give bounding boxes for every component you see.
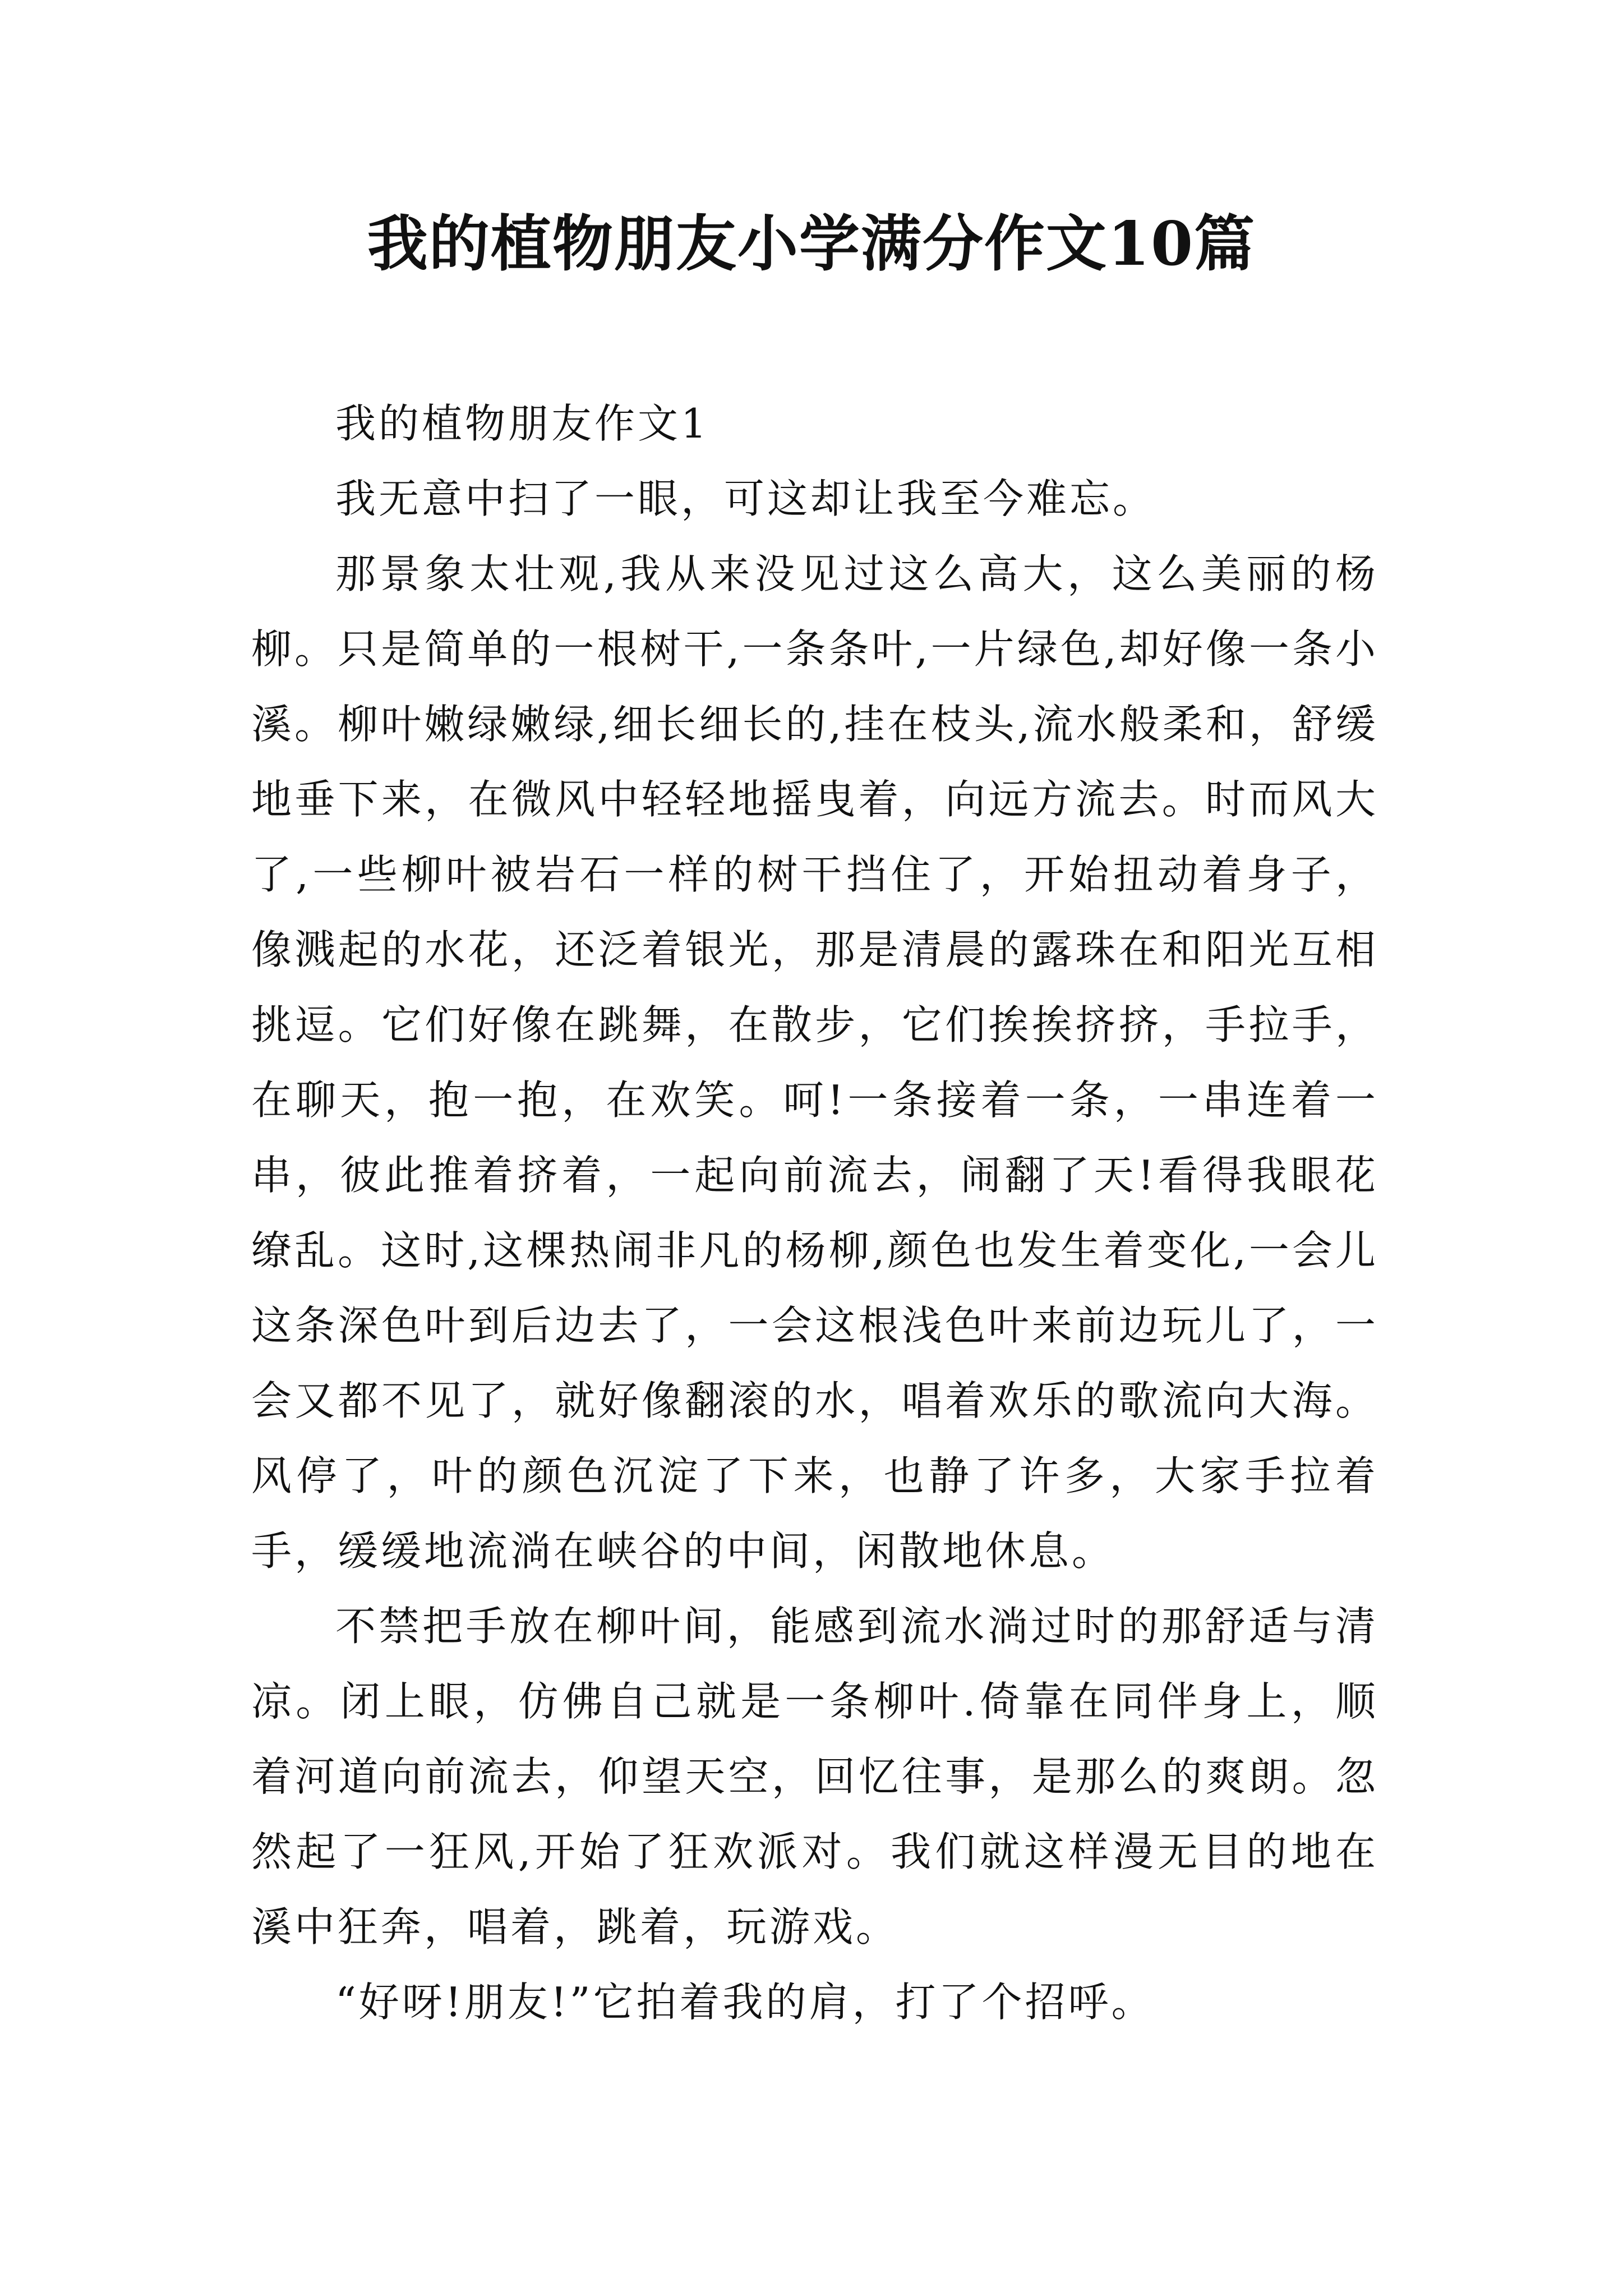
document-body — [251, 386, 1378, 2040]
body-paragraph: 我无意中扫了一眼，可这却让我至今难忘。 — [335, 475, 1156, 522]
body-paragraph: “好呀!朋友!”它拍着我的肩，打了个招呼。 — [335, 1978, 1155, 2026]
body-paragraph: 那景象太壮观,我从来没见过这么高大，这么美丽的杨柳。只是简单的一根树干,一条条叶,一片绿色,却好像一条小溪。柳叶嫩绿嫩绿,细长细长的,挂在枝头,流水般柔和，舒缓地垂下来，在微风中轻轻地摇曳着，向远方流去。时而风大了,一些柳叶被岩石一样的树干挡住了，开始扭动着身子，像溅起的水花，还泛着银光，那是清晨的露珠在和阳光互相挑逗。它们好像在跳舞，在散步，它们挨挨挤挤，手拉手，在聊天，抱一抱，在欢笑。呵!一条接着一条，一串连着一串，彼此推着挤着，一起向前流去，闹翻了天!看得我眼花缭乱。这时,这棵热闹非凡的杨柳,颜色也发生着变化,一会儿这条深色叶到后边去了，一会这根浅色叶来前边玩儿了，一会又都不见了，就好像翻滚的水，唱着欢乐的歌流向大海。风停了，叶的颜色沉淀了下来，也静了许多，大家手拉着手，缓缓地流淌在峡谷的中间，闲散地休息。 — [251, 550, 1378, 1575]
document-title: 我的植物朋友小学满分作文10篇 — [367, 209, 1256, 279]
body-paragraph: 不禁把手放在柳叶间，能感到流水淌过时的那舒适与清凉。闭上眼，仿佛自己就是一条柳叶.倚靠在同伴身上，顺着河道向前流去，仰望天空，回忆往事，是那么的爽朗。忽然起了一狂风,开始了狂欢派对。我们就这样漫无目的地在溪中狂奔，唱着，跳着，玩游戏。 — [251, 1603, 1378, 1950]
section-heading: 我的植物朋友作文1 — [335, 400, 709, 447]
